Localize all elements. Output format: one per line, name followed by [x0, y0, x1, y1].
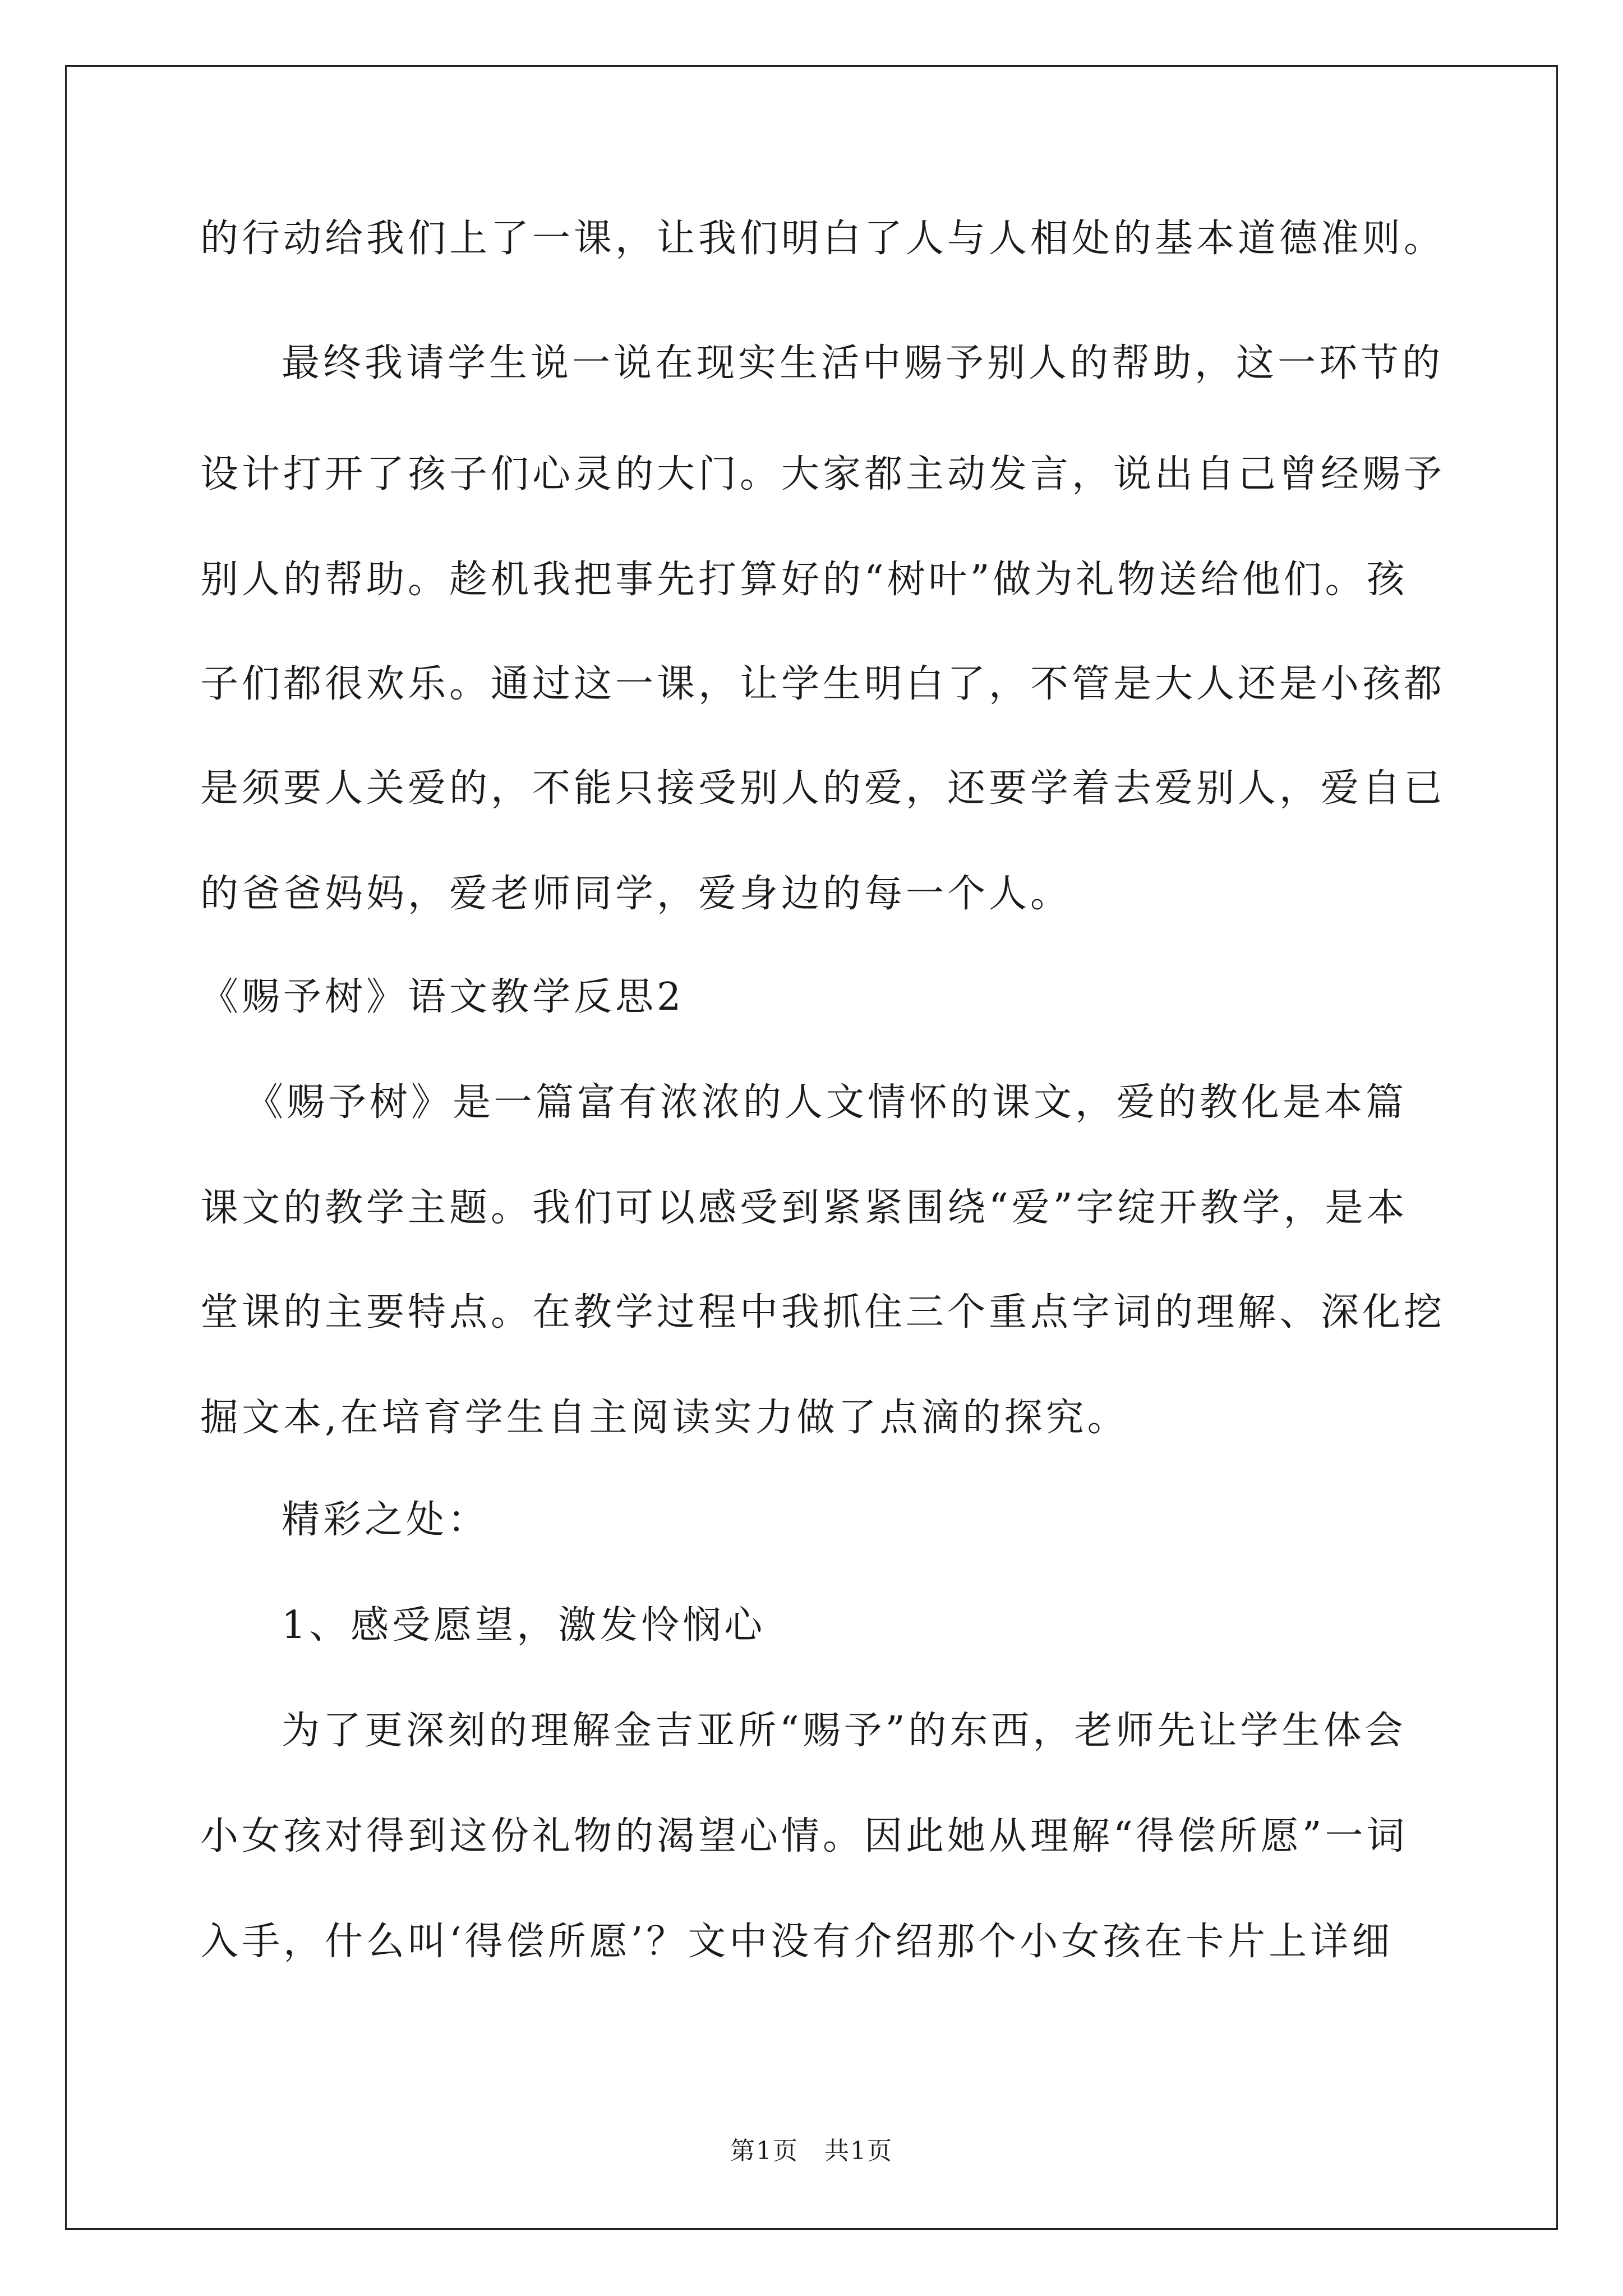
body-line-7: 的爸爸妈妈，爱老师同学，爱身边的每一个人。 — [200, 872, 1072, 916]
body-line-2: 最终我请学生说一说在现实生活中赐予别人的帮助，这一环节的 — [282, 341, 1444, 385]
body-line-3: 设计打开了孩子们心灵的大门。大家都主动发言，说出自己曾经赐予 — [200, 452, 1446, 496]
body-line-9: 《赐予树》是一篇富有浓浓的人文情怀的课文，爱的教化是本篇 — [245, 1080, 1408, 1125]
body-line-16: 小女孩对得到这份礼物的渴望心情。因此她从理解“得偿所愿”一词 — [200, 1814, 1408, 1858]
body-line-10: 课文的教学主题。我们可以感受到紧紧围绕“爱”字绽开教学，是本 — [200, 1186, 1408, 1230]
body-line-11: 堂课的主要特点。在教学过程中我抓住三个重点字词的理解、深化挖 — [200, 1290, 1446, 1335]
body-line-17: 入手，什么叫‘得偿所愿’？文中没有介绍那个小女孩在卡片上详细 — [200, 1920, 1394, 1964]
body-line-1: 的行动给我们上了一课，让我们明白了人与人相处的基本道德准则。 — [200, 217, 1446, 261]
subheading-highlights: 精彩之处： — [282, 1498, 490, 1542]
page-border — [65, 65, 1558, 2230]
body-line-15: 为了更深刻的理解金吉亚所“赐予”的东西，老师先让学生体会 — [282, 1709, 1407, 1753]
page-number-footer: 第1页 共1页 — [730, 2137, 893, 2165]
body-line-5: 子们都很欢乐。通过这一课，让学生明白了，不管是大人还是小孩都 — [200, 662, 1446, 706]
section-heading: 《赐予树》语文教学反思2 — [200, 975, 685, 1019]
body-line-4: 别人的帮助。趁机我把事先打算好的“树叶”做为礼物送给他们。孩 — [200, 558, 1408, 602]
body-line-12: 掘文本,在培育学生自主阅读实力做了点滴的探究。 — [200, 1396, 1129, 1440]
list-item-1: 1、感受愿望，激发怜悯心 — [282, 1603, 766, 1648]
body-line-6: 是须要人关爱的，不能只接受别人的爱，还要学着去爱别人，爱自已 — [200, 766, 1446, 811]
